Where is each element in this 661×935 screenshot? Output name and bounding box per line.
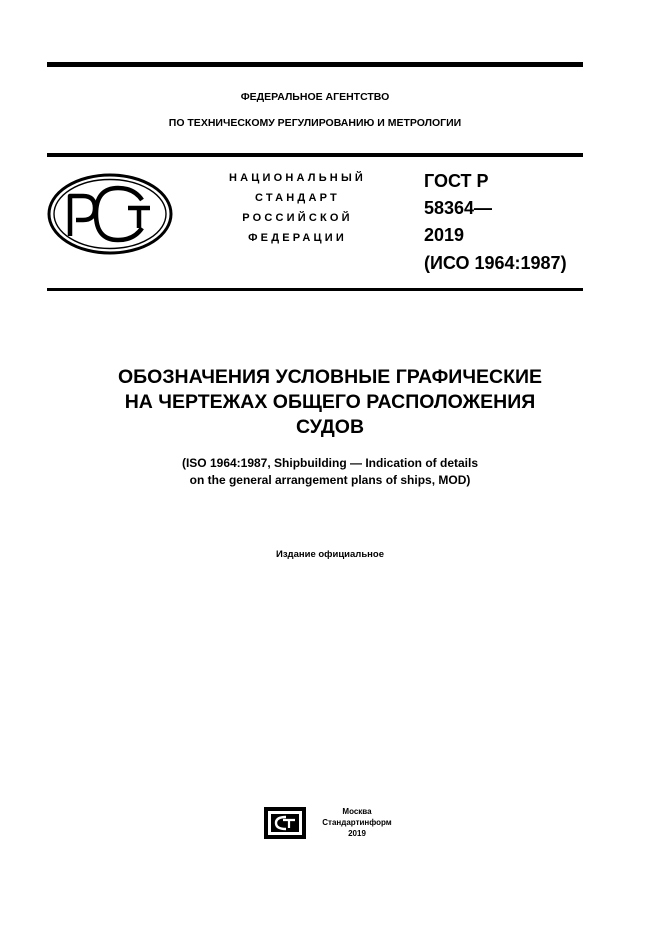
- gost-code-line-2: 58364—: [424, 198, 493, 218]
- subtitle-line-1: (ISO 1964:1987, Shipbuilding — Indication of details: [181, 456, 479, 470]
- rst-logo-icon: [46, 172, 174, 256]
- middle-rule: [47, 153, 583, 157]
- national-standard-line-4: ФЕДЕРАЦИИ: [248, 232, 347, 244]
- document-title-line-2: НА ЧЕРТЕЖАХ ОБЩЕГО РАСПОЛОЖЕНИЯ: [124, 391, 536, 413]
- document-title-line-1: ОБОЗНАЧЕНИЯ УСЛОВНЫЕ ГРАФИЧЕСКИЕ: [117, 366, 543, 388]
- bottom-rule: [47, 288, 583, 291]
- national-standard-line-3: РОССИЙСКОЙ: [242, 212, 353, 224]
- edition-label: Издание официальное: [276, 549, 384, 560]
- gost-code-line-4: (ИСО 1964:1987): [424, 253, 567, 273]
- publisher-city: Москва: [342, 807, 372, 816]
- national-standard-line-1: НАЦИОНАЛЬНЫЙ: [228, 172, 367, 184]
- document-title-line-3: СУДОВ: [295, 416, 365, 438]
- gost-code-line-3: 2019: [424, 225, 465, 245]
- national-standard-line-2: СТАНДАРТ: [255, 192, 340, 204]
- agency-line-2: ПО ТЕХНИЧЕСКОМУ РЕГУЛИРОВАНИЮ И МЕТРОЛОГИИ: [168, 117, 462, 129]
- publisher-name: Стандартинформ: [322, 818, 392, 827]
- publisher-year: 2019: [348, 829, 366, 838]
- agency-line-1: ФЕДЕРАЛЬНОЕ АГЕНТСТВО: [240, 91, 390, 103]
- gost-code-line-1: ГОСТ Р: [424, 171, 489, 191]
- standartinform-logo-icon: [264, 807, 306, 839]
- subtitle-line-2: on the general arrangement plans of ships, MOD): [189, 473, 471, 487]
- top-rule: [47, 62, 583, 67]
